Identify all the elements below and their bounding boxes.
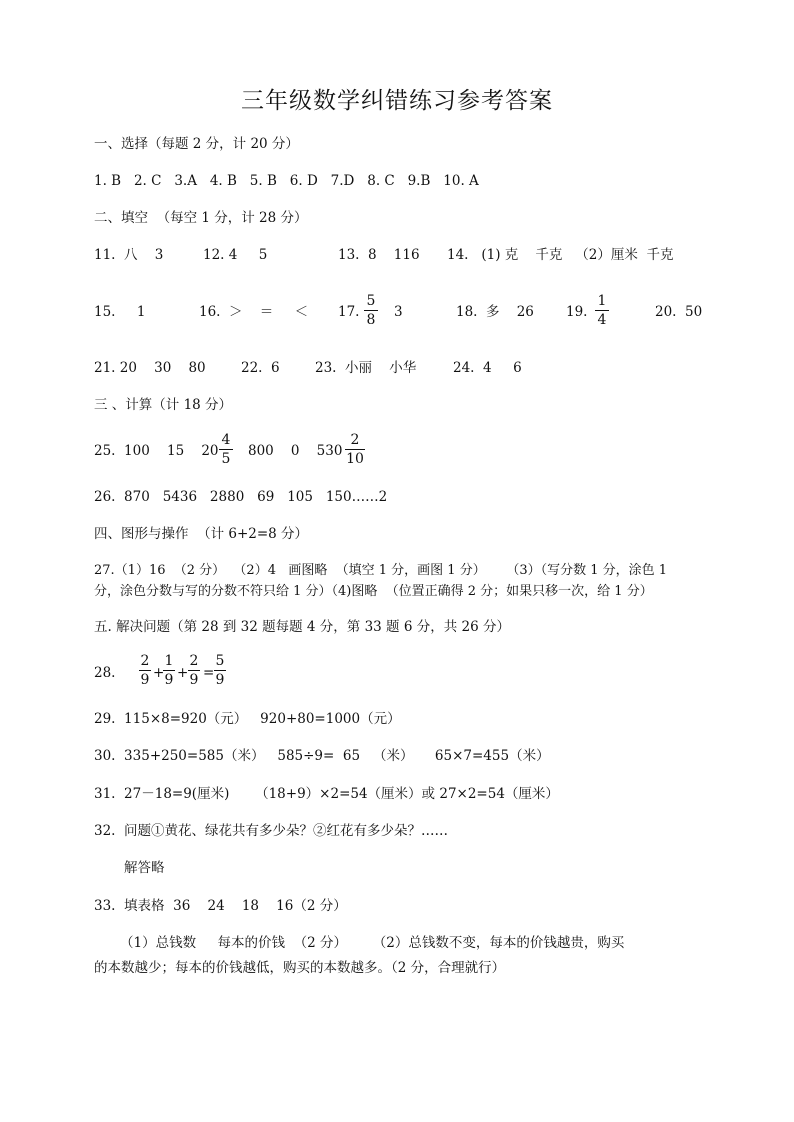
answer-q16: 16. ＞ ＝ ＜ [199,304,309,320]
section-5-heading: 五. 解决问题（第 28 到 32 题每题 4 分，第 33 题 6 分，共 26 分） [94,619,510,635]
answer-q27-line-2: 分，涂色分数与写的分数不符只给 1 分）（4)图略 （位置正确得 2 分；如果只移一次，给 1 分） [94,584,653,599]
section-1-answers: 1. B 2. C 3.A 4. B 5. B 6. D 7.D 8. C 9.B 10. A [94,173,479,189]
answer-q28-label: 28. [94,665,116,681]
fraction-numerator: 5 [215,653,225,669]
answer-q17-label: 17. [338,304,360,320]
equals-sign: = [203,665,215,681]
fraction-bar [139,670,151,671]
fraction-bar [214,670,226,671]
answer-q18: 18. 多 26 [456,304,534,320]
section-2-heading: 二、填空 （每空 1 分，计 28 分） [94,210,308,226]
answer-q28-fraction-4 [214,653,226,688]
fraction-denominator: 5 [221,451,231,467]
answer-q28-fraction-1 [139,653,151,688]
answer-q33-line-2: 的本数越少；每本的价钱越低，购买的本数越多。（2 分，合理就行） [94,960,506,976]
fraction-numerator: 1 [597,293,607,309]
answer-q25-part1: 25. 100 15 20 [94,443,219,459]
fraction-bar [364,310,378,311]
section-1-heading: 一、选择（每题 2 分，计 20 分） [94,136,299,152]
fraction-denominator: 9 [140,672,150,688]
fraction-denominator: 8 [366,312,376,328]
answer-q31: 31. 27－18=9(厘米) （18+9）×2=54（厘米）或 27×2=54（厘米） [94,786,559,802]
fraction-bar [163,670,175,671]
answer-q33: 33. 填表格 36 24 18 16（2 分） [94,898,347,914]
fraction-denominator: 9 [189,672,199,688]
answer-q32: 32. 问题①黄花、绿花共有多少朵？②红花有多少朵？…… [94,823,449,839]
fraction-bar [345,449,365,450]
fraction-bar [219,449,233,450]
fraction-numerator: 5 [366,293,376,309]
answer-q15: 15. 1 [94,304,146,320]
answer-q28-fraction-2 [163,653,175,688]
section-4-heading: 四、图形与操作 （计 6+2=8 分） [94,526,309,542]
plus-sign: + [177,665,189,681]
fraction-denominator: 10 [346,451,364,467]
answer-q20: 20. 50 [655,304,703,320]
fraction-denominator: 9 [164,672,174,688]
answer-q27-line-1: 27.（1）16 （2 分） （2）4 画图略 （填空 1 分，画图 1 分） （3）（写分数 1 分，涂色 1 [94,563,668,578]
section-3-heading: 三 、计算（计 18 分） [94,397,233,413]
answer-q22: 22. 6 [241,360,280,376]
answer-q25-fraction-2 [345,432,365,467]
fraction-bar [188,670,200,671]
fraction-denominator: 4 [597,312,607,328]
answer-q33-line-1: （1）总钱数 每本的价钱 （2 分） （2）总钱数不变，每本的价钱越贵，购买 [120,935,625,951]
answer-q13: 13. 8 116 [338,247,420,263]
answer-q19-fraction [595,293,609,328]
plus-sign: + [153,665,165,681]
fraction-bar [595,310,609,311]
answer-q17-fraction [364,293,378,328]
fraction-numerator: 1 [164,653,174,669]
answer-q24: 24. 4 6 [453,360,522,376]
answer-q32-solution: 解答略 [124,860,165,876]
answer-q21: 21. 20 30 80 [94,360,206,376]
fraction-denominator: 9 [215,672,225,688]
fraction-numerator: 2 [189,653,199,669]
answer-q30: 30. 335+250=585（米） 585÷9= 65 （米） 65×7=455（米） [94,748,550,764]
answer-q29: 29. 115×8=920（元） 920+80=1000（元） [94,711,401,727]
answer-q25-part2: 800 0 530 [248,443,343,459]
answer-q25-fraction-1 [219,432,233,467]
answer-q14: 14. (1) 克 千克 （2）厘米 千克 [447,247,674,263]
fraction-numerator: 2 [350,432,360,448]
answer-q19-label: 19. [566,304,588,320]
fraction-numerator: 4 [221,432,231,448]
answer-q12: 12. 4 5 [203,247,268,263]
answer-q11: 11. 八 3 [94,247,164,263]
page-title: 三年级数学纠错练习参考答案 [241,88,553,114]
answer-q28-fraction-3 [188,653,200,688]
answer-q23: 23. 小丽 小华 [315,360,417,376]
answer-q17-value: 3 [394,304,403,320]
answer-q26: 26. 870 5436 2880 69 105 150……2 [94,489,388,505]
fraction-numerator: 2 [140,653,150,669]
